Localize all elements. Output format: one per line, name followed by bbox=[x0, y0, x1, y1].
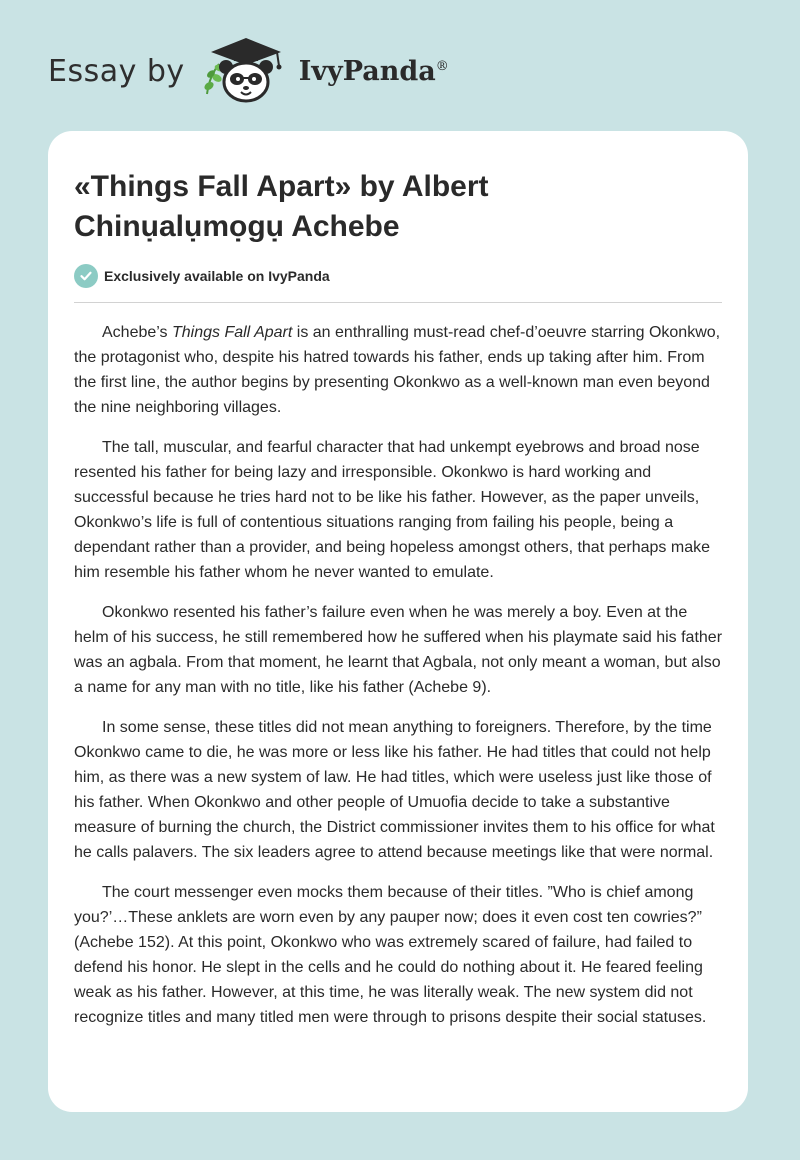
site-header bbox=[48, 36, 548, 106]
panda-logo-icon[interactable] bbox=[199, 36, 293, 106]
essay-body bbox=[74, 320, 724, 1045]
brand-name[interactable]: IvyPanda® bbox=[298, 55, 449, 87]
paragraph: The tall, muscular, and fearful character that had unkempt eyebrows and broad nose resented his father for being lazy and irresponsible. Okonkwo is hard working and successful because he tries hard not to be like his father. However, as the paper unveils, Okonkwo’s life is full of contentious situations ranging from failing his people, being a dependant rather than a provider, and being hopeless amongst others, that perhaps make him resemble his father whom he never wanted to emulate. bbox=[74, 439, 710, 581]
check-icon bbox=[74, 264, 98, 288]
exclusive-badge bbox=[74, 264, 330, 288]
paragraph: In some sense, these titles did not mean anything to foreigners. Therefore, by the time Okonkwo came to die, he was more or less like his father. He had titles that could not help him, as there was a new system of law. He had titles, which were useless just like those of his father. When Okonkwo and other people of Umuofia decide to take a substantive measure of burning the church, the District commissioner invites them to his office for what he calls palavers. The six leaders agree to attend because meetings like that were normal. bbox=[74, 719, 715, 861]
essay-by-label: Essay by bbox=[48, 53, 185, 89]
essay-title: «Things Fall Apart» by Albert Chinụalụmọgụ Achebe bbox=[74, 170, 489, 243]
essay-card bbox=[48, 131, 748, 1112]
paragraph: Achebe’s Things Fall Apart is an enthralling must-read chef-d’oeuvre starring Okonkwo, the protagonist who, despite his hatred towards his father, ends up taking after him. From the first line, the author begins by presenting Okonkwo as a well-known man even beyond the nine neighboring villages. bbox=[74, 324, 721, 416]
paragraph: Okonkwo resented his father’s failure even when he was merely a boy. Even at the helm of his success, he still remembered how he suffered when his playmate said his father was an agbala. From that moment, he learnt that Agbala, not only meant a woman, but also a name for any man with no title, like his father (Achebe 9). bbox=[74, 604, 723, 696]
divider bbox=[74, 302, 722, 303]
paragraph: The court messenger even mocks them because of their titles. ”Who is chief among you?’…These anklets are worn even by any pauper now; does it even cost ten cowries?” (Achebe 152). At this point, Okonkwo who was extremely scared of failure, had failed to defend his honor. He slept in the cells and he could do nothing about it. He feared feeling weak as his father. However, at this time, he was literally weak. The new system did not recognize titles and many titled men were through to prisons despite their social statuses. bbox=[74, 884, 707, 1026]
badge-label: Exclusively available on IvyPanda bbox=[104, 268, 330, 284]
